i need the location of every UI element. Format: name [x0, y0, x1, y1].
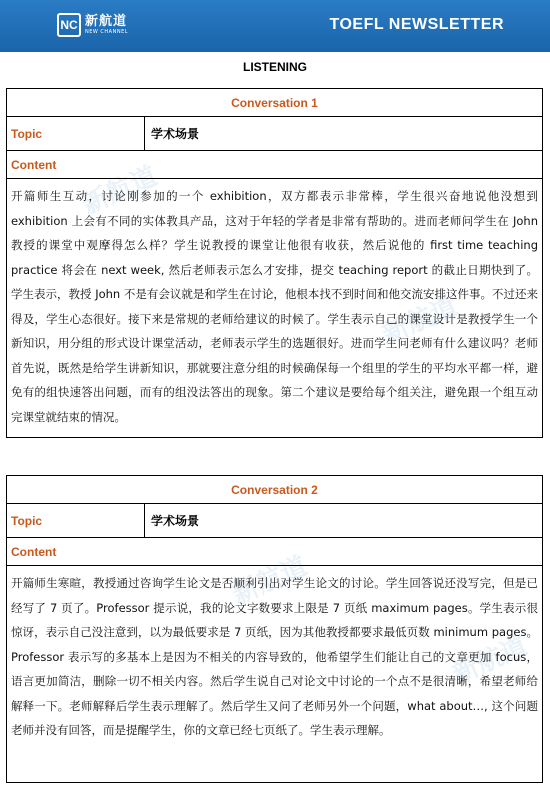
- content-text: 开篇师生互动，讨论刚参加的一个 exhibition，双方都表示非常棒，学生很兴奋地说他没想到 exhibition 上会有不同的实体教具产品，这对于年轻的学者是非常有帮助的。进而老师问学生在 John 教授的课堂中观摩得怎么样？学生说教授的课堂让他很有收获，然后说他的 first time teaching practice 将会在 next week, 然后老师表示怎么才安排，提交 teaching report 的截止日期快到了。学生表示，教授 John 不是有会议就是和学生在讨论，他根本找不到时间和他交流安排这件事。不过还来得及，学生心态很好。接下来是常规的老师给建议的时候了。学生表示自己的课堂设计是教授学生一个新知识，用分组的形式设计课堂活动，老师表示学生的选题很好。进而学生问老师有什么建议吗？老师首先说，既然是给学生讲新知识，那就要注意分组的时候确保每一个组里的学生的平均水平都一样，避免有的组快速答出问题，而有的组没法答出的现象。第二个建议是要给每个组关注，避免跟一个组互动完课堂就结束的情况。: [11, 189, 538, 424]
- conversation-table: [6, 475, 543, 783]
- watermark: 新航道: [78, 161, 162, 221]
- logo-chinese-name: 新航道: [85, 14, 128, 29]
- topic-value: 学术场景: [151, 514, 200, 528]
- watermark: 新航道: [228, 551, 312, 611]
- content-label: Content: [7, 538, 542, 566]
- section-title: LISTENING: [242, 60, 307, 74]
- conversation-title: Conversation 1: [7, 89, 542, 117]
- topic-row: [7, 504, 542, 538]
- logo-mark-icon: NC: [57, 13, 81, 37]
- content-label: Content: [7, 151, 542, 179]
- topic-value: 学术场景: [151, 127, 200, 141]
- logo-english-name: NEW CHANNEL: [85, 29, 129, 35]
- watermark: 新航道: [448, 631, 532, 691]
- newsletter-title: TOEFL NEWSLETTER: [329, 16, 504, 33]
- watermark: 新航道: [378, 291, 462, 351]
- content-text: 开篇师生寒暄，教授通过咨询学生论文是否顺利引出对学生论文的讨论。学生回答说还没写完，但是已经写了 7 页了。Professor 提示说，我的论文字数要求上限是 7 页纸 maximum pages。学生表示很惊讶，表示自己没注意到，以为最低要求是 7 页纸，因为其他教授都要求最低页数 minimum pages。Professor 表示写的多基本上是因为不相关的内容导致的，他希望学生们能让自己的文章更加 focus，语言更加简洁，删除一切不相关内容。然后学生说自己对论文中讨论的一个点不是很清晰，希望老师给解释一下。老师解释后学生表示理解了。然后学生又问了老师另外一个问题，what about…, 这个问题老师并没有回答，而是提醒学生，你的文章已经七页纸了。学生表示理解。: [11, 576, 538, 737]
- conversation-table: [6, 88, 543, 438]
- new-channel-logo: [57, 9, 128, 41]
- newsletter-header: [0, 0, 550, 52]
- topic-label: Topic: [7, 117, 145, 150]
- topic-label: Topic: [7, 504, 145, 537]
- topic-row: [7, 117, 542, 151]
- conversation-title: Conversation 2: [7, 476, 542, 504]
